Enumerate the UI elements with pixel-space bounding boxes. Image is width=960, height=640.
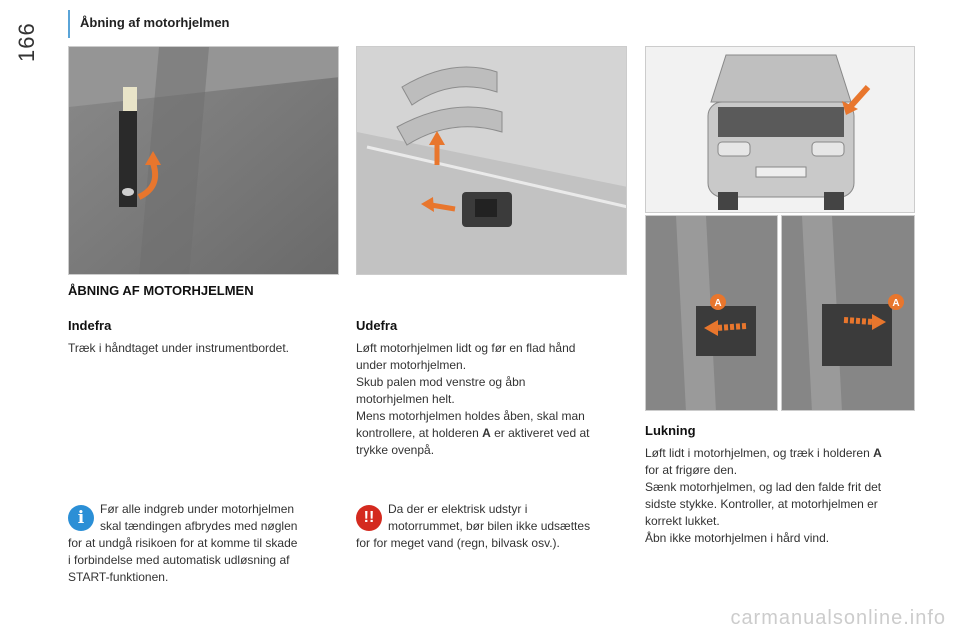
warning-note-line: for for meget vand (regn, bilvask osv.). xyxy=(356,536,560,550)
udefra-line: Mens motorhjelmen holdes åben, skal man xyxy=(356,409,585,423)
lukning-line: sidste stykke. Kontroller, at motorhjelmen er xyxy=(645,497,878,511)
holder-a-ref: A xyxy=(482,426,491,440)
car-front-open-hood-image xyxy=(645,46,915,213)
header-accent-bar xyxy=(68,10,70,38)
info-note-text xyxy=(68,501,348,586)
car-front-illustration xyxy=(646,47,915,213)
page-header-title: Åbning af motorhjelmen xyxy=(80,15,230,30)
udefra-text xyxy=(356,340,626,459)
holder-engage-image xyxy=(781,215,915,411)
udefra-line: trykke ovenpå. xyxy=(356,443,435,457)
interior-handle-illustration xyxy=(69,47,339,275)
indefra-title: Indefra xyxy=(68,318,112,333)
lukning-line: Løft lidt i motorhjelmen, og træk i holderen A xyxy=(645,446,882,460)
lukning-line: Åbn ikke motorhjelmen i hård vind. xyxy=(645,531,830,545)
warning-note-line: motorrummet, bør bilen ikke udsættes xyxy=(388,519,591,533)
holder-a-label-right: A xyxy=(892,298,900,309)
lukning-line: korrekt lukket. xyxy=(645,514,720,528)
section-title: ÅBNING AF MOTORHJELMEN xyxy=(68,283,254,298)
info-note-line: START-funktionen. xyxy=(68,570,169,584)
info-note-line: for at undgå risikoen for at komme til skade xyxy=(68,536,298,550)
udefra-line: kontrollere, at holderen A er aktiveret ved at xyxy=(356,426,590,440)
info-icon: i xyxy=(68,505,94,531)
warning-icon: !! xyxy=(356,505,382,531)
info-note-line: skal tændingen afbrydes med nøglen xyxy=(100,519,298,533)
warning-note-line: Da der er elektrisk udstyr i xyxy=(388,502,528,516)
udefra-line: under motorhjelmen. xyxy=(356,358,467,372)
footer-watermark: carmanualsonline.info xyxy=(730,607,946,629)
holder-a-ref: A xyxy=(873,446,882,460)
indefra-text: Træk i håndtaget under instrumentbordet. xyxy=(68,341,290,355)
udefra-line: Løft motorhjelmen lidt og før en flad hånd xyxy=(356,341,576,355)
udefra-title: Udefra xyxy=(356,318,398,333)
holder-a-label-left: A xyxy=(714,298,722,309)
page-number: 166 xyxy=(14,22,39,62)
holder-release-illustration xyxy=(646,216,778,411)
lukning-line: Sænk motorhjelmen, og lad den falde frit det xyxy=(645,480,882,494)
interior-release-handle-image xyxy=(68,46,339,275)
udefra-line: Skub palen mod venstre og åbn xyxy=(356,375,526,389)
exterior-latch-illustration xyxy=(357,47,627,275)
lukning-line: for at frigøre den. xyxy=(645,463,738,477)
warning-note-text xyxy=(356,501,631,552)
holder-release-image xyxy=(645,215,778,411)
holder-engage-illustration xyxy=(782,216,915,411)
lukning-text xyxy=(645,445,925,547)
info-note-line: Før alle indgreb under motorhjelmen xyxy=(100,502,295,516)
page-number-container xyxy=(6,10,46,70)
lukning-title: Lukning xyxy=(645,423,696,438)
info-note-line: i forbindelse med automatisk udløsning af xyxy=(68,553,290,567)
udefra-line: motorhjelmen helt. xyxy=(356,392,455,406)
exterior-latch-image xyxy=(356,46,627,275)
